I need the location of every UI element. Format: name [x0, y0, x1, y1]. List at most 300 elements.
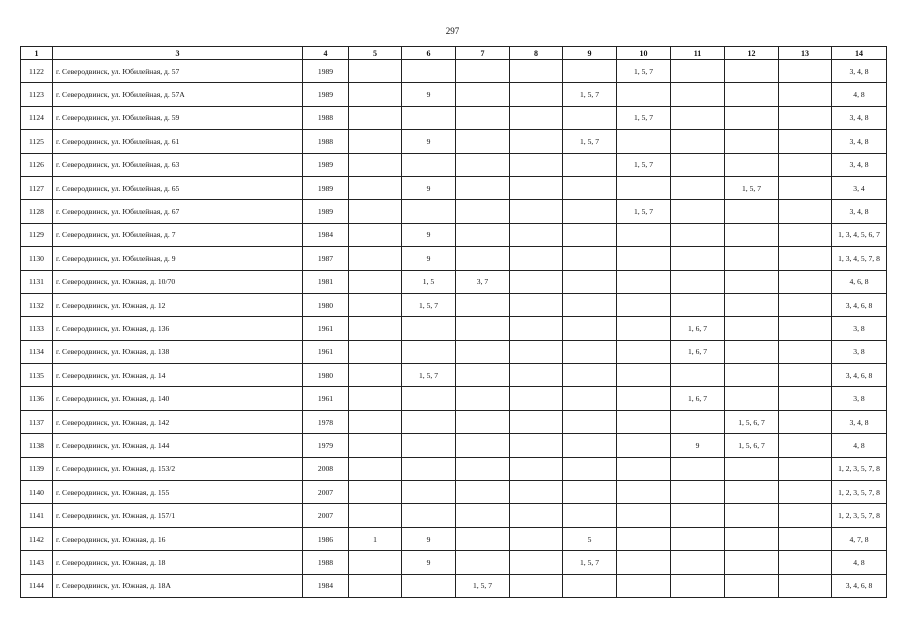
- table-cell: [563, 387, 617, 410]
- table-cell: [563, 410, 617, 433]
- table-cell: [402, 457, 456, 480]
- table-cell: [510, 223, 563, 246]
- table-cell: [725, 504, 779, 527]
- table-cell: [779, 434, 832, 457]
- address-cell: г. Северодвинск, ул. Юбилейная, д. 61: [53, 130, 303, 153]
- table-cell: [671, 60, 725, 83]
- row-number-cell: 1130: [21, 247, 53, 270]
- address-cell: г. Северодвинск, ул. Южная, д. 14: [53, 364, 303, 387]
- table-cell: [671, 527, 725, 550]
- table-cell: 4, 7, 8: [832, 527, 887, 550]
- table-cell: [510, 176, 563, 199]
- table-row: [21, 60, 887, 83]
- table-cell: [779, 83, 832, 106]
- table-cell: [456, 83, 510, 106]
- column-header: 1: [21, 47, 53, 60]
- table-cell: [456, 60, 510, 83]
- table-cell: [671, 153, 725, 176]
- table-cell: 1, 3, 4, 5, 7, 8: [832, 247, 887, 270]
- registry-table: [20, 46, 887, 598]
- table-cell: 3, 4, 8: [832, 60, 887, 83]
- column-header: 6: [402, 47, 456, 60]
- table-cell: [349, 83, 402, 106]
- table-row: [21, 410, 887, 433]
- table-cell: 3, 7: [456, 270, 510, 293]
- table-cell: [456, 153, 510, 176]
- table-cell: [779, 130, 832, 153]
- table-cell: [456, 551, 510, 574]
- table-cell: 1986: [303, 527, 349, 550]
- table-cell: [349, 106, 402, 129]
- table-cell: 1, 5, 7: [617, 153, 671, 176]
- table-cell: 1989: [303, 200, 349, 223]
- table-cell: [779, 481, 832, 504]
- address-cell: г. Северодвинск, ул. Южная, д. 16: [53, 527, 303, 550]
- table-cell: [725, 200, 779, 223]
- row-number-cell: 1123: [21, 83, 53, 106]
- table-cell: 3, 8: [832, 387, 887, 410]
- table-cell: [779, 293, 832, 316]
- table-cell: 4, 8: [832, 434, 887, 457]
- table-cell: [563, 457, 617, 480]
- table-cell: 1981: [303, 270, 349, 293]
- table-cell: [725, 574, 779, 597]
- table-cell: [671, 223, 725, 246]
- column-header: 3: [53, 47, 303, 60]
- table-cell: [671, 364, 725, 387]
- table-cell: [563, 153, 617, 176]
- row-number-cell: 1128: [21, 200, 53, 223]
- address-cell: г. Северодвинск, ул. Южная, д. 155: [53, 481, 303, 504]
- table-cell: [779, 527, 832, 550]
- table-cell: [563, 434, 617, 457]
- table-cell: 1978: [303, 410, 349, 433]
- table-row: [21, 574, 887, 597]
- table-cell: [725, 481, 779, 504]
- column-header: 11: [671, 47, 725, 60]
- table-cell: [510, 387, 563, 410]
- table-row: [21, 551, 887, 574]
- table-cell: [456, 247, 510, 270]
- row-number-cell: 1141: [21, 504, 53, 527]
- table-cell: 1961: [303, 317, 349, 340]
- table-cell: [779, 504, 832, 527]
- table-cell: 3, 4, 6, 8: [832, 574, 887, 597]
- table-cell: [617, 574, 671, 597]
- table-cell: [563, 317, 617, 340]
- table-cell: [456, 106, 510, 129]
- row-number-cell: 1142: [21, 527, 53, 550]
- table-cell: [456, 317, 510, 340]
- table-cell: [725, 60, 779, 83]
- address-cell: г. Северодвинск, ул. Южная, д. 136: [53, 317, 303, 340]
- table-cell: [671, 293, 725, 316]
- table-cell: [725, 364, 779, 387]
- table-cell: [349, 293, 402, 316]
- table-cell: 1, 2, 3, 5, 7, 8: [832, 504, 887, 527]
- table-cell: [779, 223, 832, 246]
- table-cell: [349, 153, 402, 176]
- table-cell: [456, 293, 510, 316]
- column-header: 13: [779, 47, 832, 60]
- table-cell: [349, 176, 402, 199]
- table-cell: [617, 527, 671, 550]
- table-cell: 1, 5, 7: [402, 293, 456, 316]
- table-cell: [402, 504, 456, 527]
- row-number-cell: 1136: [21, 387, 53, 410]
- table-cell: [402, 574, 456, 597]
- table-cell: [456, 410, 510, 433]
- table-cell: [402, 434, 456, 457]
- table-cell: 2007: [303, 504, 349, 527]
- table-cell: 1988: [303, 130, 349, 153]
- table-cell: [725, 387, 779, 410]
- table-cell: 4, 8: [832, 83, 887, 106]
- row-number-cell: 1144: [21, 574, 53, 597]
- table-cell: [510, 551, 563, 574]
- table-cell: [402, 410, 456, 433]
- table-cell: [349, 410, 402, 433]
- table-cell: [510, 293, 563, 316]
- table-cell: [563, 270, 617, 293]
- table-cell: 1988: [303, 106, 349, 129]
- table-cell: [510, 340, 563, 363]
- table-cell: 9: [402, 83, 456, 106]
- address-cell: г. Северодвинск, ул. Юбилейная, д. 57А: [53, 83, 303, 106]
- table-cell: [563, 223, 617, 246]
- table-cell: [617, 317, 671, 340]
- table-cell: [617, 247, 671, 270]
- table-cell: [456, 434, 510, 457]
- table-cell: [671, 551, 725, 574]
- table-cell: [402, 387, 456, 410]
- table-cell: [671, 504, 725, 527]
- table-cell: 9: [671, 434, 725, 457]
- table-cell: [456, 340, 510, 363]
- table-cell: 1, 5, 6, 7: [725, 434, 779, 457]
- address-cell: г. Северодвинск, ул. Южная, д. 138: [53, 340, 303, 363]
- table-row: [21, 130, 887, 153]
- table-cell: 1989: [303, 60, 349, 83]
- table-cell: [510, 83, 563, 106]
- address-cell: г. Северодвинск, ул. Юбилейная, д. 67: [53, 200, 303, 223]
- table-cell: 5: [563, 527, 617, 550]
- table-cell: 1, 5, 7: [402, 364, 456, 387]
- table-cell: [563, 481, 617, 504]
- table-cell: [671, 481, 725, 504]
- table-row: [21, 176, 887, 199]
- table-cell: 1, 5, 7: [617, 200, 671, 223]
- table-cell: 1, 6, 7: [671, 340, 725, 363]
- address-cell: г. Северодвинск, ул. Южная, д. 144: [53, 434, 303, 457]
- table-cell: [671, 247, 725, 270]
- table-cell: [563, 176, 617, 199]
- column-header: 14: [832, 47, 887, 60]
- table-cell: 1984: [303, 574, 349, 597]
- table-cell: [402, 60, 456, 83]
- table-cell: [456, 130, 510, 153]
- table-cell: [456, 364, 510, 387]
- table-cell: [349, 457, 402, 480]
- table-body: [21, 60, 887, 598]
- table-cell: [617, 83, 671, 106]
- table-cell: [402, 317, 456, 340]
- table-cell: [456, 223, 510, 246]
- table-cell: [725, 83, 779, 106]
- table-cell: [402, 481, 456, 504]
- table-row: [21, 364, 887, 387]
- table-cell: [349, 247, 402, 270]
- table-cell: [617, 364, 671, 387]
- table-cell: [510, 247, 563, 270]
- table-row: [21, 106, 887, 129]
- address-cell: г. Северодвинск, ул. Южная, д. 140: [53, 387, 303, 410]
- table-cell: 1989: [303, 153, 349, 176]
- table-cell: [671, 410, 725, 433]
- table-cell: 1961: [303, 340, 349, 363]
- table-cell: 4, 6, 8: [832, 270, 887, 293]
- table-cell: 3, 4, 8: [832, 106, 887, 129]
- table-cell: 3, 8: [832, 340, 887, 363]
- table-cell: 9: [402, 247, 456, 270]
- table-cell: [563, 340, 617, 363]
- table-cell: 9: [402, 551, 456, 574]
- table-cell: [617, 551, 671, 574]
- table-cell: [349, 270, 402, 293]
- page-number: 297: [445, 26, 460, 36]
- table-cell: [617, 270, 671, 293]
- table-cell: [456, 457, 510, 480]
- table-cell: [617, 481, 671, 504]
- table-row: [21, 457, 887, 480]
- table-cell: [510, 200, 563, 223]
- header-row: [21, 47, 887, 60]
- column-header: 12: [725, 47, 779, 60]
- table-cell: 1, 5, 6, 7: [725, 410, 779, 433]
- row-number-cell: 1138: [21, 434, 53, 457]
- table-cell: [510, 364, 563, 387]
- table-cell: [349, 317, 402, 340]
- table-cell: [349, 551, 402, 574]
- table-cell: [563, 247, 617, 270]
- table-cell: [563, 504, 617, 527]
- table-cell: [349, 130, 402, 153]
- table-row: [21, 247, 887, 270]
- row-number-cell: 1125: [21, 130, 53, 153]
- table-cell: 1988: [303, 551, 349, 574]
- table-cell: [510, 527, 563, 550]
- table-cell: [671, 457, 725, 480]
- table-cell: 3, 8: [832, 317, 887, 340]
- table-cell: [671, 200, 725, 223]
- table-cell: 1, 5, 7: [563, 551, 617, 574]
- table-cell: [671, 574, 725, 597]
- table-row: [21, 434, 887, 457]
- table-cell: 3, 4, 8: [832, 153, 887, 176]
- table-cell: [617, 504, 671, 527]
- address-cell: г. Северодвинск, ул. Южная, д. 157/1: [53, 504, 303, 527]
- table-cell: [725, 340, 779, 363]
- table-cell: 9: [402, 176, 456, 199]
- table-row: [21, 270, 887, 293]
- row-number-cell: 1129: [21, 223, 53, 246]
- table-cell: 9: [402, 223, 456, 246]
- table-cell: [402, 153, 456, 176]
- row-number-cell: 1132: [21, 293, 53, 316]
- table-row: [21, 153, 887, 176]
- table-cell: [349, 60, 402, 83]
- address-cell: г. Северодвинск, ул. Южная, д. 12: [53, 293, 303, 316]
- row-number-cell: 1133: [21, 317, 53, 340]
- table-cell: 2008: [303, 457, 349, 480]
- row-number-cell: 1131: [21, 270, 53, 293]
- table-cell: [349, 223, 402, 246]
- table-cell: [671, 270, 725, 293]
- table-cell: 1984: [303, 223, 349, 246]
- table-row: [21, 223, 887, 246]
- table-cell: 3, 4, 8: [832, 130, 887, 153]
- table-cell: [725, 130, 779, 153]
- table-cell: [349, 504, 402, 527]
- address-cell: г. Северодвинск, ул. Южная, д. 10/70: [53, 270, 303, 293]
- table-cell: 2007: [303, 481, 349, 504]
- row-number-cell: 1127: [21, 176, 53, 199]
- table-cell: 1, 5, 7: [563, 83, 617, 106]
- table-cell: [456, 481, 510, 504]
- table-cell: 1980: [303, 293, 349, 316]
- table-row: [21, 293, 887, 316]
- row-number-cell: 1134: [21, 340, 53, 363]
- address-cell: г. Северодвинск, ул. Юбилейная, д. 63: [53, 153, 303, 176]
- table-cell: [510, 270, 563, 293]
- table-row: [21, 200, 887, 223]
- row-number-cell: 1143: [21, 551, 53, 574]
- table-cell: [725, 223, 779, 246]
- table-cell: [456, 527, 510, 550]
- table-cell: [510, 317, 563, 340]
- table-cell: [617, 457, 671, 480]
- table-cell: [779, 106, 832, 129]
- table-cell: 1989: [303, 176, 349, 199]
- row-number-cell: 1135: [21, 364, 53, 387]
- table-cell: [510, 481, 563, 504]
- table-cell: 9: [402, 527, 456, 550]
- address-cell: г. Северодвинск, ул. Юбилейная, д. 57: [53, 60, 303, 83]
- table-cell: [510, 504, 563, 527]
- table-cell: 9: [402, 130, 456, 153]
- address-cell: г. Северодвинск, ул. Южная, д. 18А: [53, 574, 303, 597]
- table-cell: [779, 387, 832, 410]
- table-row: [21, 527, 887, 550]
- table-cell: [563, 106, 617, 129]
- table-cell: [349, 364, 402, 387]
- table-cell: [402, 200, 456, 223]
- table-cell: [617, 340, 671, 363]
- table-row: [21, 481, 887, 504]
- table-cell: [779, 551, 832, 574]
- table-cell: [725, 551, 779, 574]
- row-number-cell: 1139: [21, 457, 53, 480]
- address-cell: г. Северодвинск, ул. Юбилейная, д. 59: [53, 106, 303, 129]
- table-cell: [779, 574, 832, 597]
- table-cell: 1, 6, 7: [671, 387, 725, 410]
- table-cell: [779, 247, 832, 270]
- table-cell: [779, 364, 832, 387]
- table-cell: [563, 60, 617, 83]
- table-cell: [617, 223, 671, 246]
- table-cell: [617, 434, 671, 457]
- table-cell: [349, 387, 402, 410]
- column-header: 9: [563, 47, 617, 60]
- table-cell: 1987: [303, 247, 349, 270]
- table-cell: [671, 130, 725, 153]
- table-cell: [510, 574, 563, 597]
- address-cell: г. Северодвинск, ул. Юбилейная, д. 7: [53, 223, 303, 246]
- table-cell: 1, 6, 7: [671, 317, 725, 340]
- table-cell: 1, 5, 7: [456, 574, 510, 597]
- table-cell: [456, 387, 510, 410]
- row-number-cell: 1124: [21, 106, 53, 129]
- column-header: 4: [303, 47, 349, 60]
- table-row: [21, 340, 887, 363]
- table-cell: [563, 364, 617, 387]
- table-cell: [510, 410, 563, 433]
- address-cell: г. Северодвинск, ул. Южная, д. 18: [53, 551, 303, 574]
- address-cell: г. Северодвинск, ул. Юбилейная, д. 9: [53, 247, 303, 270]
- row-number-cell: 1137: [21, 410, 53, 433]
- table-cell: [725, 247, 779, 270]
- table-cell: [779, 176, 832, 199]
- table-cell: 1, 5, 7: [563, 130, 617, 153]
- table-cell: 3, 4, 8: [832, 410, 887, 433]
- table-cell: [725, 270, 779, 293]
- table-cell: [779, 270, 832, 293]
- table-cell: [779, 153, 832, 176]
- table-cell: [617, 387, 671, 410]
- table-cell: [779, 317, 832, 340]
- table-cell: 4, 8: [832, 551, 887, 574]
- table-cell: [456, 176, 510, 199]
- table-cell: [779, 200, 832, 223]
- table-cell: 1: [349, 527, 402, 550]
- table-cell: 1, 2, 3, 5, 7, 8: [832, 457, 887, 480]
- address-cell: г. Северодвинск, ул. Юбилейная, д. 65: [53, 176, 303, 199]
- table-cell: [671, 176, 725, 199]
- table-cell: [779, 410, 832, 433]
- table-row: [21, 83, 887, 106]
- table-cell: 1961: [303, 387, 349, 410]
- table-cell: 1, 5: [402, 270, 456, 293]
- table-cell: [671, 83, 725, 106]
- table-cell: 3, 4: [832, 176, 887, 199]
- table-cell: [779, 340, 832, 363]
- table-cell: [617, 410, 671, 433]
- table-cell: 1, 3, 4, 5, 6, 7: [832, 223, 887, 246]
- table-row: [21, 317, 887, 340]
- table-cell: [617, 130, 671, 153]
- table-cell: [510, 106, 563, 129]
- table-cell: [725, 293, 779, 316]
- table-cell: [510, 130, 563, 153]
- address-cell: г. Северодвинск, ул. Южная, д. 153/2: [53, 457, 303, 480]
- table-row: [21, 387, 887, 410]
- row-number-cell: 1122: [21, 60, 53, 83]
- table-cell: 1980: [303, 364, 349, 387]
- table-cell: [617, 176, 671, 199]
- table-cell: 3, 4, 6, 8: [832, 293, 887, 316]
- table-cell: 1, 5, 7: [617, 106, 671, 129]
- table-cell: [725, 317, 779, 340]
